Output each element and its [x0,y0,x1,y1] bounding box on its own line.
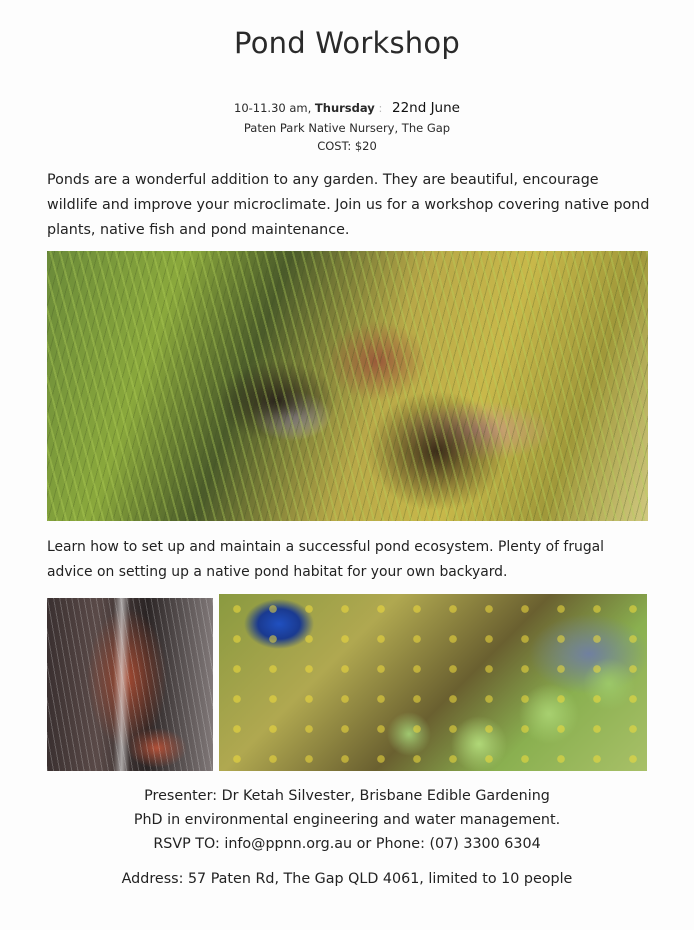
lily-pond-photo [219,594,647,771]
event-cost: COST: $20 [317,139,377,153]
intro-paragraph: Ponds are a wonderful addition to any garden. They are beautiful, encourage wildlife and improve your microclimate. Join us for a workshop covering native pond plants, native fish and pond maintenance. [47,172,650,238]
event-day: Thursday [314,101,375,115]
pond-photo [47,251,648,521]
event-datetime [0,100,694,116]
event-location: Paten Park Native Nursery, The Gap [243,121,451,135]
frog-photo [47,598,213,771]
description-paragraph: Learn how to set up and maintain a successful pond ecosystem. Plenty of frugal advice on setting up a native pond habitat for your own backyard. [47,539,605,580]
rsvp-line: RSVP TO: info@ppnn.org.au or Phone: (07) 3300 6304 [153,836,541,852]
page-title: Pond Workshop [234,26,460,60]
event-date: 22nd June [391,100,460,116]
event-time: 10-11.30 am, [234,101,312,115]
separator: : [378,101,383,115]
credentials-line: PhD in environmental engineering and water management. [133,812,561,828]
presenter-line: Presenter: Dr Ketah Silvester, Brisbane Edible Gardening [144,788,550,804]
address-line: Address: 57 Paten Rd, The Gap QLD 4061, limited to 10 people [121,871,573,887]
